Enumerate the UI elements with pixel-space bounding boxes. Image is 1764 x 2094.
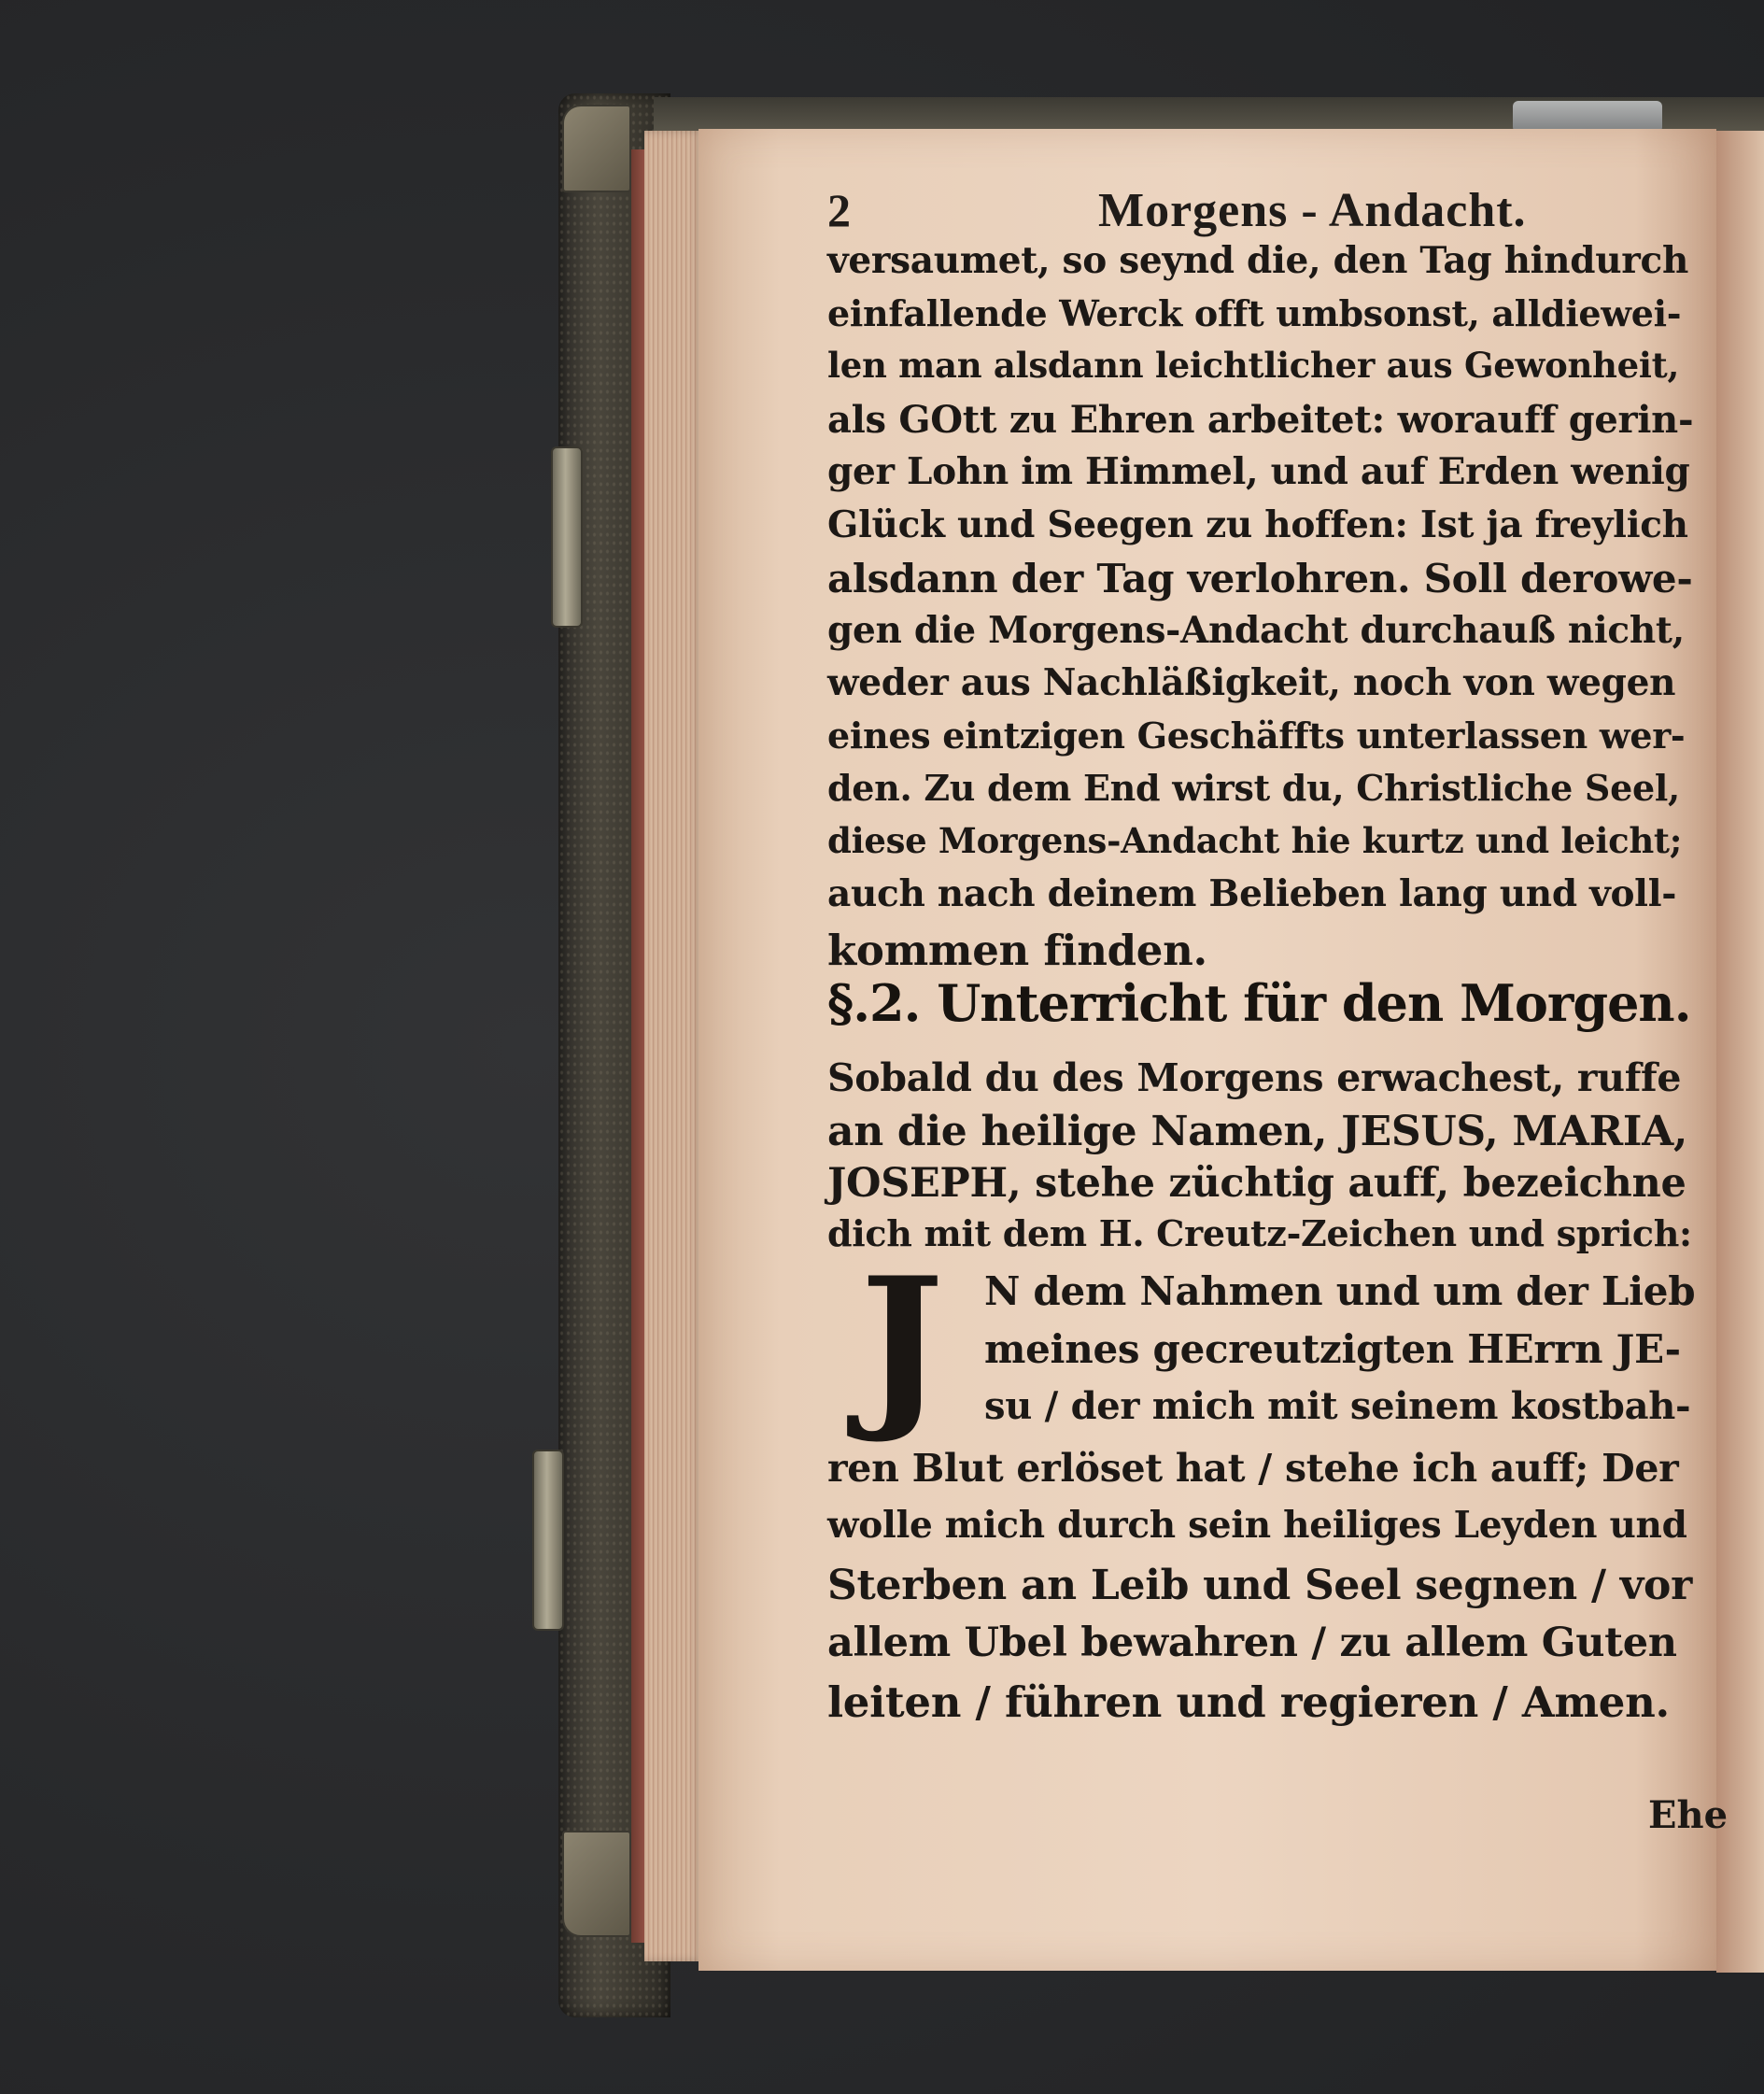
text-line: Sterben an Leib und Seel segnen / vor [827, 1562, 1692, 1609]
text-line: Sobald du des Morgens erwachest, ruffe [827, 1055, 1682, 1100]
text-line: su / der mich mit seinem kostbah- [984, 1384, 1691, 1428]
text-line: ren Blut erlöset hat / stehe ich auff; Der [827, 1446, 1679, 1491]
text-line: Glück und Seegen zu hoffen: Ist ja freylich [827, 502, 1688, 546]
catchword: Ehe [1648, 1793, 1729, 1837]
facing-page-edge [1716, 131, 1764, 1973]
text-line: an die heilige Namen, JESUS, MARIA, [827, 1108, 1688, 1155]
text-line: meines gecreutzigten HErrn JE- [984, 1326, 1681, 1372]
text-line: weder aus Nachläßigkeit, noch von wegen [827, 661, 1676, 704]
text-line: auch nach deinem Belieben lang und voll- [827, 872, 1677, 915]
clasp-hinge-lower [532, 1450, 564, 1631]
text-line: allem Ubel bewahren / zu allem Guten [827, 1620, 1677, 1666]
text-line: einfallende Werck offt umbsonst, alldiewei- [827, 291, 1682, 334]
page-number: 2 [827, 184, 851, 236]
text-line: alsdann der Tag verlohren. Soll derowe- [827, 556, 1693, 601]
text-line: leiten / führen und regieren / Amen. [827, 1677, 1670, 1727]
corner-fitting-bottom [562, 1831, 631, 1937]
text-line: dich mit dem H. Creutz-Zeichen und sprich: [827, 1212, 1692, 1254]
stacked-page-edges [644, 131, 704, 1961]
clasp-hinge-upper [551, 446, 583, 628]
section-heading: §.2. Unterricht für den Morgen. [827, 973, 1691, 1033]
page-header [827, 183, 1668, 243]
text-line: gen die Morgens-Andacht durchauß nicht, [827, 608, 1685, 652]
running-title: Morgens - Andacht. [1098, 184, 1527, 237]
text-line: kommen finden. [827, 925, 1207, 975]
text-line: wolle mich durch sein heiliges Leyden und [827, 1504, 1687, 1547]
text-line: diese Morgens-Andacht hie kurtz und leicht; [827, 819, 1683, 861]
text-line: als GOtt zu Ehren arbeitet: worauff gerin- [827, 397, 1694, 442]
text-line: N dem Nahmen und um der Lieb [984, 1268, 1696, 1314]
text-line: versaumet, so seynd die, den Tag hindurch [827, 239, 1689, 282]
text-line: JOSEPH, stehe züchtig auff, bezeichne [827, 1160, 1686, 1207]
corner-fitting-top [562, 105, 631, 192]
text-line: ger Lohn im Himmel, und auf Erden wenig [827, 450, 1690, 493]
text-line: den. Zu dem End wirst du, Christliche Seel, [827, 767, 1680, 809]
text-line: len man alsdann leichtlicher aus Gewonheit, [827, 345, 1680, 386]
metal-clasp-tab [1513, 101, 1662, 133]
decorated-initial: J [860, 1238, 944, 1447]
text-line: eines eintzigen Geschäffts unterlassen wer- [827, 714, 1686, 757]
